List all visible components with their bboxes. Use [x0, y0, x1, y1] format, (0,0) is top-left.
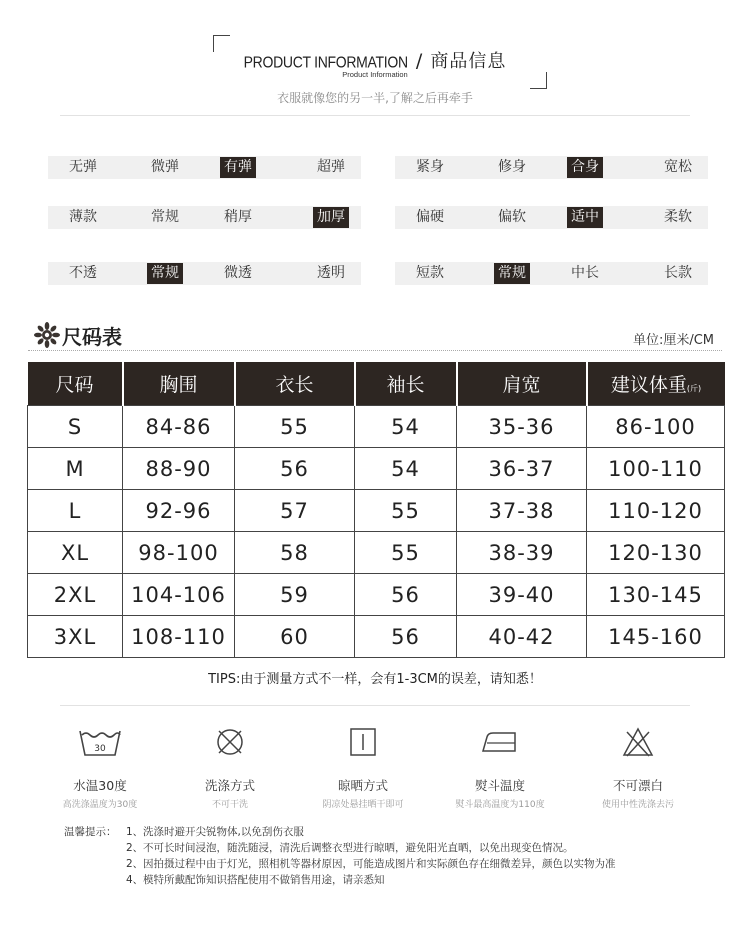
table-cell: 84-86 — [123, 406, 235, 448]
attribute-option-label: 宽松 — [664, 159, 692, 175]
size-table-header-row — [28, 362, 725, 406]
hang-dry-icon — [348, 725, 378, 759]
attribute-bar — [395, 206, 708, 229]
attribute-option-label: 紧身 — [416, 159, 444, 175]
attribute-option — [48, 206, 118, 229]
header-separator: / — [415, 50, 423, 72]
care-item-wash-method — [170, 722, 290, 810]
note-number: 2、 — [126, 842, 144, 854]
attribute-option-selected — [203, 156, 273, 179]
table-row — [28, 574, 725, 616]
table-cell: 55 — [235, 406, 355, 448]
attribute-option-label: 合身 — [567, 157, 603, 178]
table-cell: XL — [28, 532, 123, 574]
table-row — [28, 448, 725, 490]
header-weight-label: 建议体重 — [610, 374, 687, 396]
attribute-option-label: 不透 — [69, 265, 97, 281]
header-cell-weight — [587, 362, 725, 406]
table-cell: 36-37 — [457, 448, 587, 490]
attribute-bar — [395, 262, 708, 285]
attribute-bar — [395, 156, 708, 179]
attribute-option — [643, 206, 713, 229]
attribute-option-label: 常规 — [151, 209, 179, 225]
attribute-option — [395, 262, 465, 285]
attribute-option-label: 无弹 — [69, 159, 97, 175]
attribute-option — [48, 262, 118, 285]
header-weight-unit: (斤) — [686, 384, 702, 393]
attribute-option-selected — [477, 262, 547, 285]
attribute-option — [296, 156, 366, 179]
table-cell: 57 — [235, 490, 355, 532]
attribute-option — [203, 262, 273, 285]
flower-icon — [34, 322, 60, 348]
attribute-option — [203, 206, 273, 229]
attribute-bar — [48, 262, 361, 285]
table-cell: 55 — [355, 490, 457, 532]
table-cell: 38-39 — [457, 532, 587, 574]
attribute-option-label: 微透 — [224, 265, 252, 281]
header-cell-sleeve: 袖长 — [355, 362, 457, 406]
care-sub: 不可干洗 — [211, 800, 248, 810]
care-sub: 熨斗最高温度为110度 — [455, 800, 545, 810]
attribute-option-label: 偏硬 — [416, 209, 444, 225]
table-cell: 3XL — [28, 616, 123, 658]
table-cell: 145-160 — [587, 616, 725, 658]
table-row — [28, 490, 725, 532]
note-number: 1、 — [126, 826, 144, 838]
attribute-option-label: 短款 — [416, 265, 444, 281]
attribute-option-label: 适中 — [567, 207, 603, 228]
attribute-option — [48, 156, 118, 179]
header-cell-length: 衣长 — [235, 362, 355, 406]
care-label: 洗涤方式 — [204, 778, 255, 793]
header-title-cn: 商品信息 — [430, 51, 507, 72]
attribute-option — [296, 262, 366, 285]
care-item-water-temp — [40, 722, 160, 810]
care-sub: 使用中性洗涤去污 — [601, 800, 674, 810]
attribute-bar — [48, 156, 361, 179]
attribute-option-label: 加厚 — [313, 207, 349, 228]
table-row — [28, 406, 725, 448]
note-text: 洗涤时避开尖锐物体,以免刮伤衣服 — [143, 826, 304, 838]
table-cell: 55 — [355, 532, 457, 574]
table-cell: 39-40 — [457, 574, 587, 616]
size-chart-unit: 单位:厘米/CM — [632, 333, 714, 348]
attribute-option — [130, 156, 200, 179]
attribute-option-label: 偏软 — [498, 209, 526, 225]
attribute-option — [477, 206, 547, 229]
table-cell: 100-110 — [587, 448, 725, 490]
table-cell: 108-110 — [123, 616, 235, 658]
table-cell: S — [28, 406, 123, 448]
table-cell: 86-100 — [587, 406, 725, 448]
attribute-option — [130, 206, 200, 229]
table-cell: 60 — [235, 616, 355, 658]
table-cell: 56 — [355, 574, 457, 616]
attribute-option-label: 修身 — [498, 159, 526, 175]
header-divider — [60, 115, 690, 116]
attribute-option-selected — [296, 206, 366, 229]
header-tagline: 衣服就像您的另一半,了解之后再牵手 — [277, 91, 473, 105]
care-label: 水温30度 — [73, 778, 127, 793]
table-cell: 54 — [355, 448, 457, 490]
size-tips: TIPS:由于测量方式不一样，会有1-3CM的误差，请知悉！ — [208, 672, 542, 687]
size-chart-divider — [28, 350, 722, 351]
size-chart-title: 尺码表 — [62, 325, 122, 349]
care-item-dry-method — [303, 722, 423, 810]
attribute-option — [477, 156, 547, 179]
note-text: 因拍摄过程中由于灯光，照相机等器材原因，可能造成图片和实际颜色存在细微差异，颜色以实物为准 — [143, 858, 616, 870]
care-item-no-bleach — [578, 722, 698, 810]
note-number: 2、 — [126, 858, 144, 870]
table-cell: 35-36 — [457, 406, 587, 448]
table-cell: 88-90 — [123, 448, 235, 490]
table-cell: 2XL — [28, 574, 123, 616]
table-cell: 98-100 — [123, 532, 235, 574]
attribute-option-label: 稍厚 — [224, 209, 252, 225]
attribute-option-label: 透明 — [317, 265, 345, 281]
size-table-body — [28, 406, 725, 658]
table-cell: M — [28, 448, 123, 490]
attribute-option — [643, 156, 713, 179]
care-divider — [60, 705, 690, 706]
note-item — [64, 824, 616, 840]
header-title-en: PRODUCT INFORMATION — [243, 52, 408, 72]
care-sub: 高洗涤温度为30度 — [62, 800, 138, 810]
table-cell: 54 — [355, 406, 457, 448]
notes-lead: 温馨提示： — [64, 826, 117, 838]
attribute-option-label: 长款 — [664, 265, 692, 281]
attribute-option-label: 中长 — [571, 265, 599, 281]
table-cell: 40-42 — [457, 616, 587, 658]
no-bleach-icon — [621, 726, 655, 758]
table-cell: 56 — [355, 616, 457, 658]
note-text: 模特所戴配饰知识搭配使用不做销售用途，请亲悉知 — [143, 874, 385, 886]
attribute-bar — [48, 206, 361, 229]
no-machine-wash-icon — [213, 725, 247, 759]
care-label: 熨斗温度 — [474, 778, 525, 793]
care-label: 不可漂白 — [612, 778, 663, 793]
attribute-option-label: 超弹 — [317, 159, 345, 175]
table-cell: 56 — [235, 448, 355, 490]
attribute-option-selected — [130, 262, 200, 285]
table-cell: 37-38 — [457, 490, 587, 532]
attribute-option-label: 常规 — [147, 263, 183, 284]
attribute-option — [643, 262, 713, 285]
wash-30-icon — [78, 725, 122, 759]
table-cell: 59 — [235, 574, 355, 616]
attribute-option-selected — [550, 206, 620, 229]
care-item-iron-temp — [440, 722, 560, 810]
attribute-option-label: 薄款 — [69, 209, 97, 225]
table-row — [28, 616, 725, 658]
table-cell: 104-106 — [123, 574, 235, 616]
attribute-option — [550, 262, 620, 285]
svg-text:30: 30 — [94, 744, 106, 754]
note-item — [64, 872, 616, 888]
table-cell: 130-145 — [587, 574, 725, 616]
care-sub: 阴凉处悬挂晒干即可 — [322, 800, 404, 810]
note-item — [64, 856, 616, 872]
iron-icon — [479, 727, 521, 757]
attribute-option-label: 柔软 — [664, 209, 692, 225]
header-cell-size: 尺码 — [28, 362, 123, 406]
care-label: 晾晒方式 — [337, 778, 388, 793]
notes — [64, 824, 616, 888]
attribute-option — [395, 156, 465, 179]
note-item — [64, 840, 616, 856]
attribute-option-label: 微弹 — [151, 159, 179, 175]
note-text: 不可长时间浸泡，随洗随浸，清洗后调整衣型进行晾晒，避免阳光直晒，以免出现变色情况。 — [143, 842, 574, 854]
attribute-option-label: 有弹 — [220, 157, 256, 178]
table-cell: 120-130 — [587, 532, 725, 574]
table-cell: 92-96 — [123, 490, 235, 532]
table-cell: L — [28, 490, 123, 532]
note-number: 4、 — [126, 874, 144, 886]
header-cell-chest: 胸围 — [123, 362, 235, 406]
attribute-option — [395, 206, 465, 229]
size-table — [27, 362, 725, 658]
attribute-option-label: 常规 — [494, 263, 530, 284]
header-cell-shoulder: 肩宽 — [457, 362, 587, 406]
table-row — [28, 532, 725, 574]
attribute-option-selected — [550, 156, 620, 179]
header-subtitle-en: Product Information — [342, 70, 408, 79]
table-cell: 110-120 — [587, 490, 725, 532]
table-cell: 58 — [235, 532, 355, 574]
